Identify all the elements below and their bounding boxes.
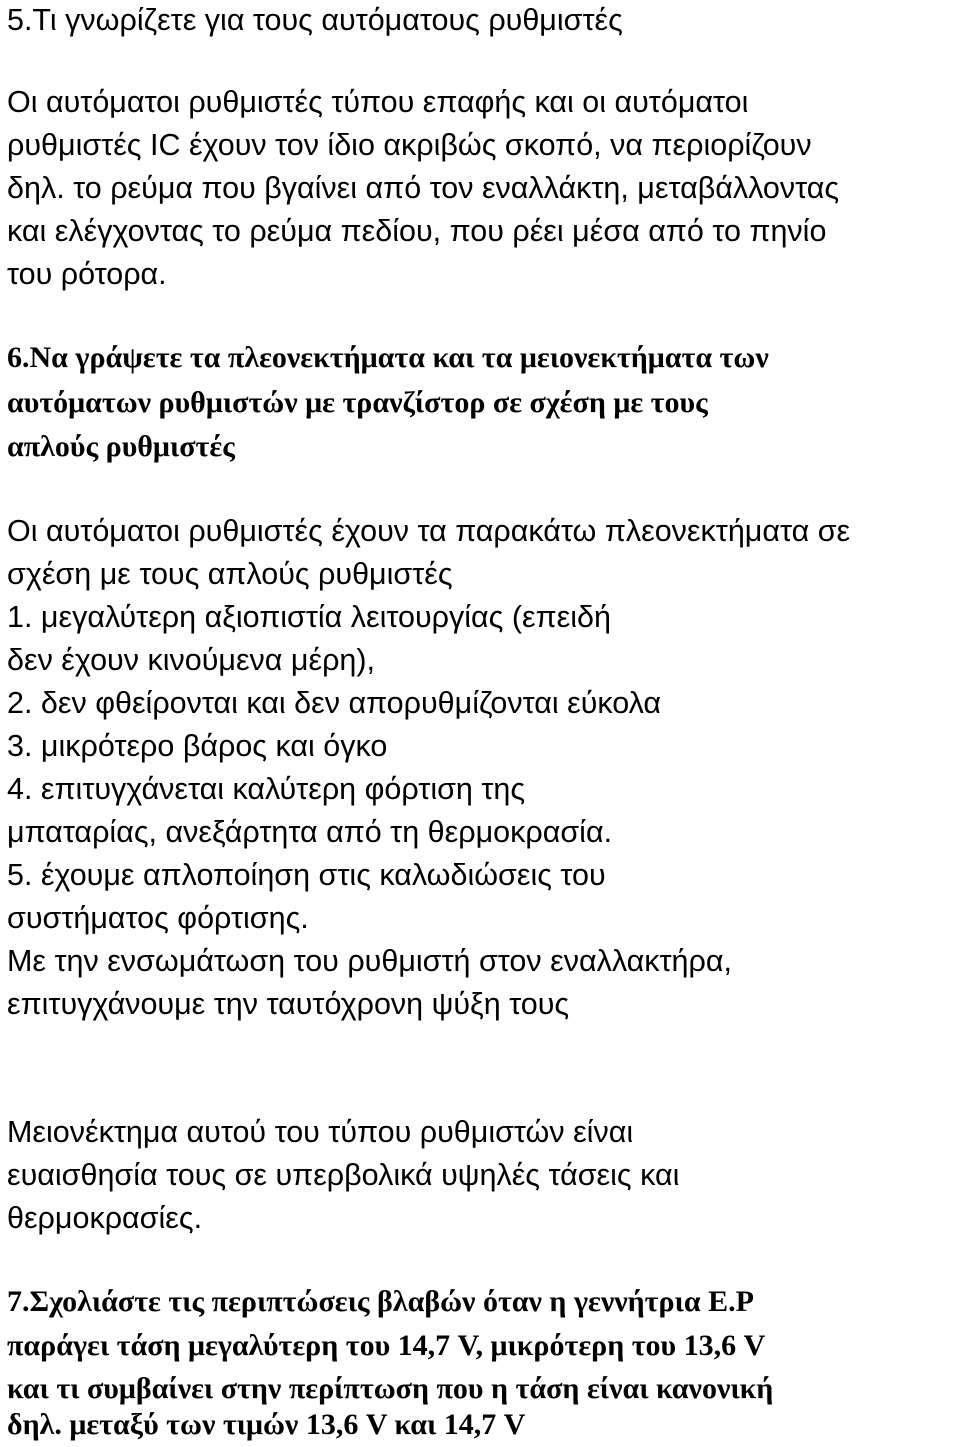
section-5-line-5: του ρότορα. [7, 257, 167, 291]
disadvantage-line-1: Μειονέκτημα αυτού του τύπου ρυθμιστών είναι [7, 1115, 634, 1149]
advantage-1-line-1: 1. μεγαλύτερη αξιοπιστία λειτουργίας (επειδή [7, 600, 611, 634]
advantage-1-line-2: δεν έχουν κινούμενα μέρη), [7, 643, 376, 677]
section-7-heading-line-4: δηλ. μεταξύ των τιμών 13,6 V και 14,7 V [7, 1408, 526, 1441]
section-6-intro-line-1: Οι αυτόματοι ρυθμιστές έχουν τα παρακάτω πλεονεκτήματα σε [7, 514, 851, 548]
section-5-line-4: και ελέγχοντας το ρεύμα πεδίου, που ρέει μέσα από το πηνίο [7, 214, 827, 248]
section-5-line-1: Οι αυτόματοι ρυθμιστές τύπου επαφής και οι αυτόματοι [7, 85, 749, 119]
advantage-5-line-1: 5. έχουμε απλοποίηση στις καλωδιώσεις του [7, 858, 606, 892]
section-7-heading-line-3: και τι συμβαίνει στην περίπτωση που η τάση είναι κανονική [7, 1372, 774, 1405]
advantage-5-line-2: συστήματος φόρτισης. [7, 901, 309, 935]
section-5-heading: 5.Τι γνωρίζετε για τους αυτόματους ρυθμιστές [7, 3, 623, 37]
integration-line-2: επιτυγχάνουμε την ταυτόχρονη ψύξη τους [7, 987, 570, 1021]
section-6-heading-line-1: 6.Να γράψετε τα πλεονεκτήματα και τα μειονεκτήματα των [7, 341, 769, 374]
section-5-line-3: δηλ. το ρεύμα που βγαίνει από τον εναλλάκτη, μεταβάλλοντας [7, 171, 840, 205]
section-6-intro-line-2: σχέση με τους απλούς ρυθμιστές [7, 557, 453, 591]
disadvantage-line-2: ευαισθησία τους σε υπερβολικά υψηλές τάσεις και [7, 1158, 680, 1192]
section-6-heading-line-3: απλούς ρυθμιστές [7, 430, 235, 463]
section-7-heading-line-1: 7.Σχολιάστε τις περιπτώσεις βλαβών όταν η γεννήτρια Ε.Ρ [7, 1285, 754, 1318]
advantage-4-line-1: 4. επιτυγχάνεται καλύτερη φόρτιση της [7, 772, 526, 806]
disadvantage-line-3: θερμοκρασίες. [7, 1201, 203, 1235]
section-6-heading-line-2: αυτόματων ρυθμιστών με τρανζίστορ σε σχέση με τους [7, 386, 708, 419]
advantage-3: 3. μικρότερο βάρος και όγκο [7, 729, 388, 763]
section-7-heading-line-2: παράγει τάση μεγαλύτερη του 14,7 V, μικρότερη του 13,6 V [7, 1329, 766, 1362]
advantage-2: 2. δεν φθείρονται και δεν απορυθμίζονται εύκολα [7, 686, 662, 720]
advantage-4-line-2: μπαταρίας, ανεξάρτητα από τη θερμοκρασία. [7, 815, 613, 849]
section-5-line-2: ρυθμιστές IC έχουν τον ίδιο ακριβώς σκοπό, να περιορίζουν [7, 128, 812, 162]
integration-line-1: Με την ενσωμάτωση του ρυθμιστή στον εναλλακτήρα, [7, 944, 732, 978]
